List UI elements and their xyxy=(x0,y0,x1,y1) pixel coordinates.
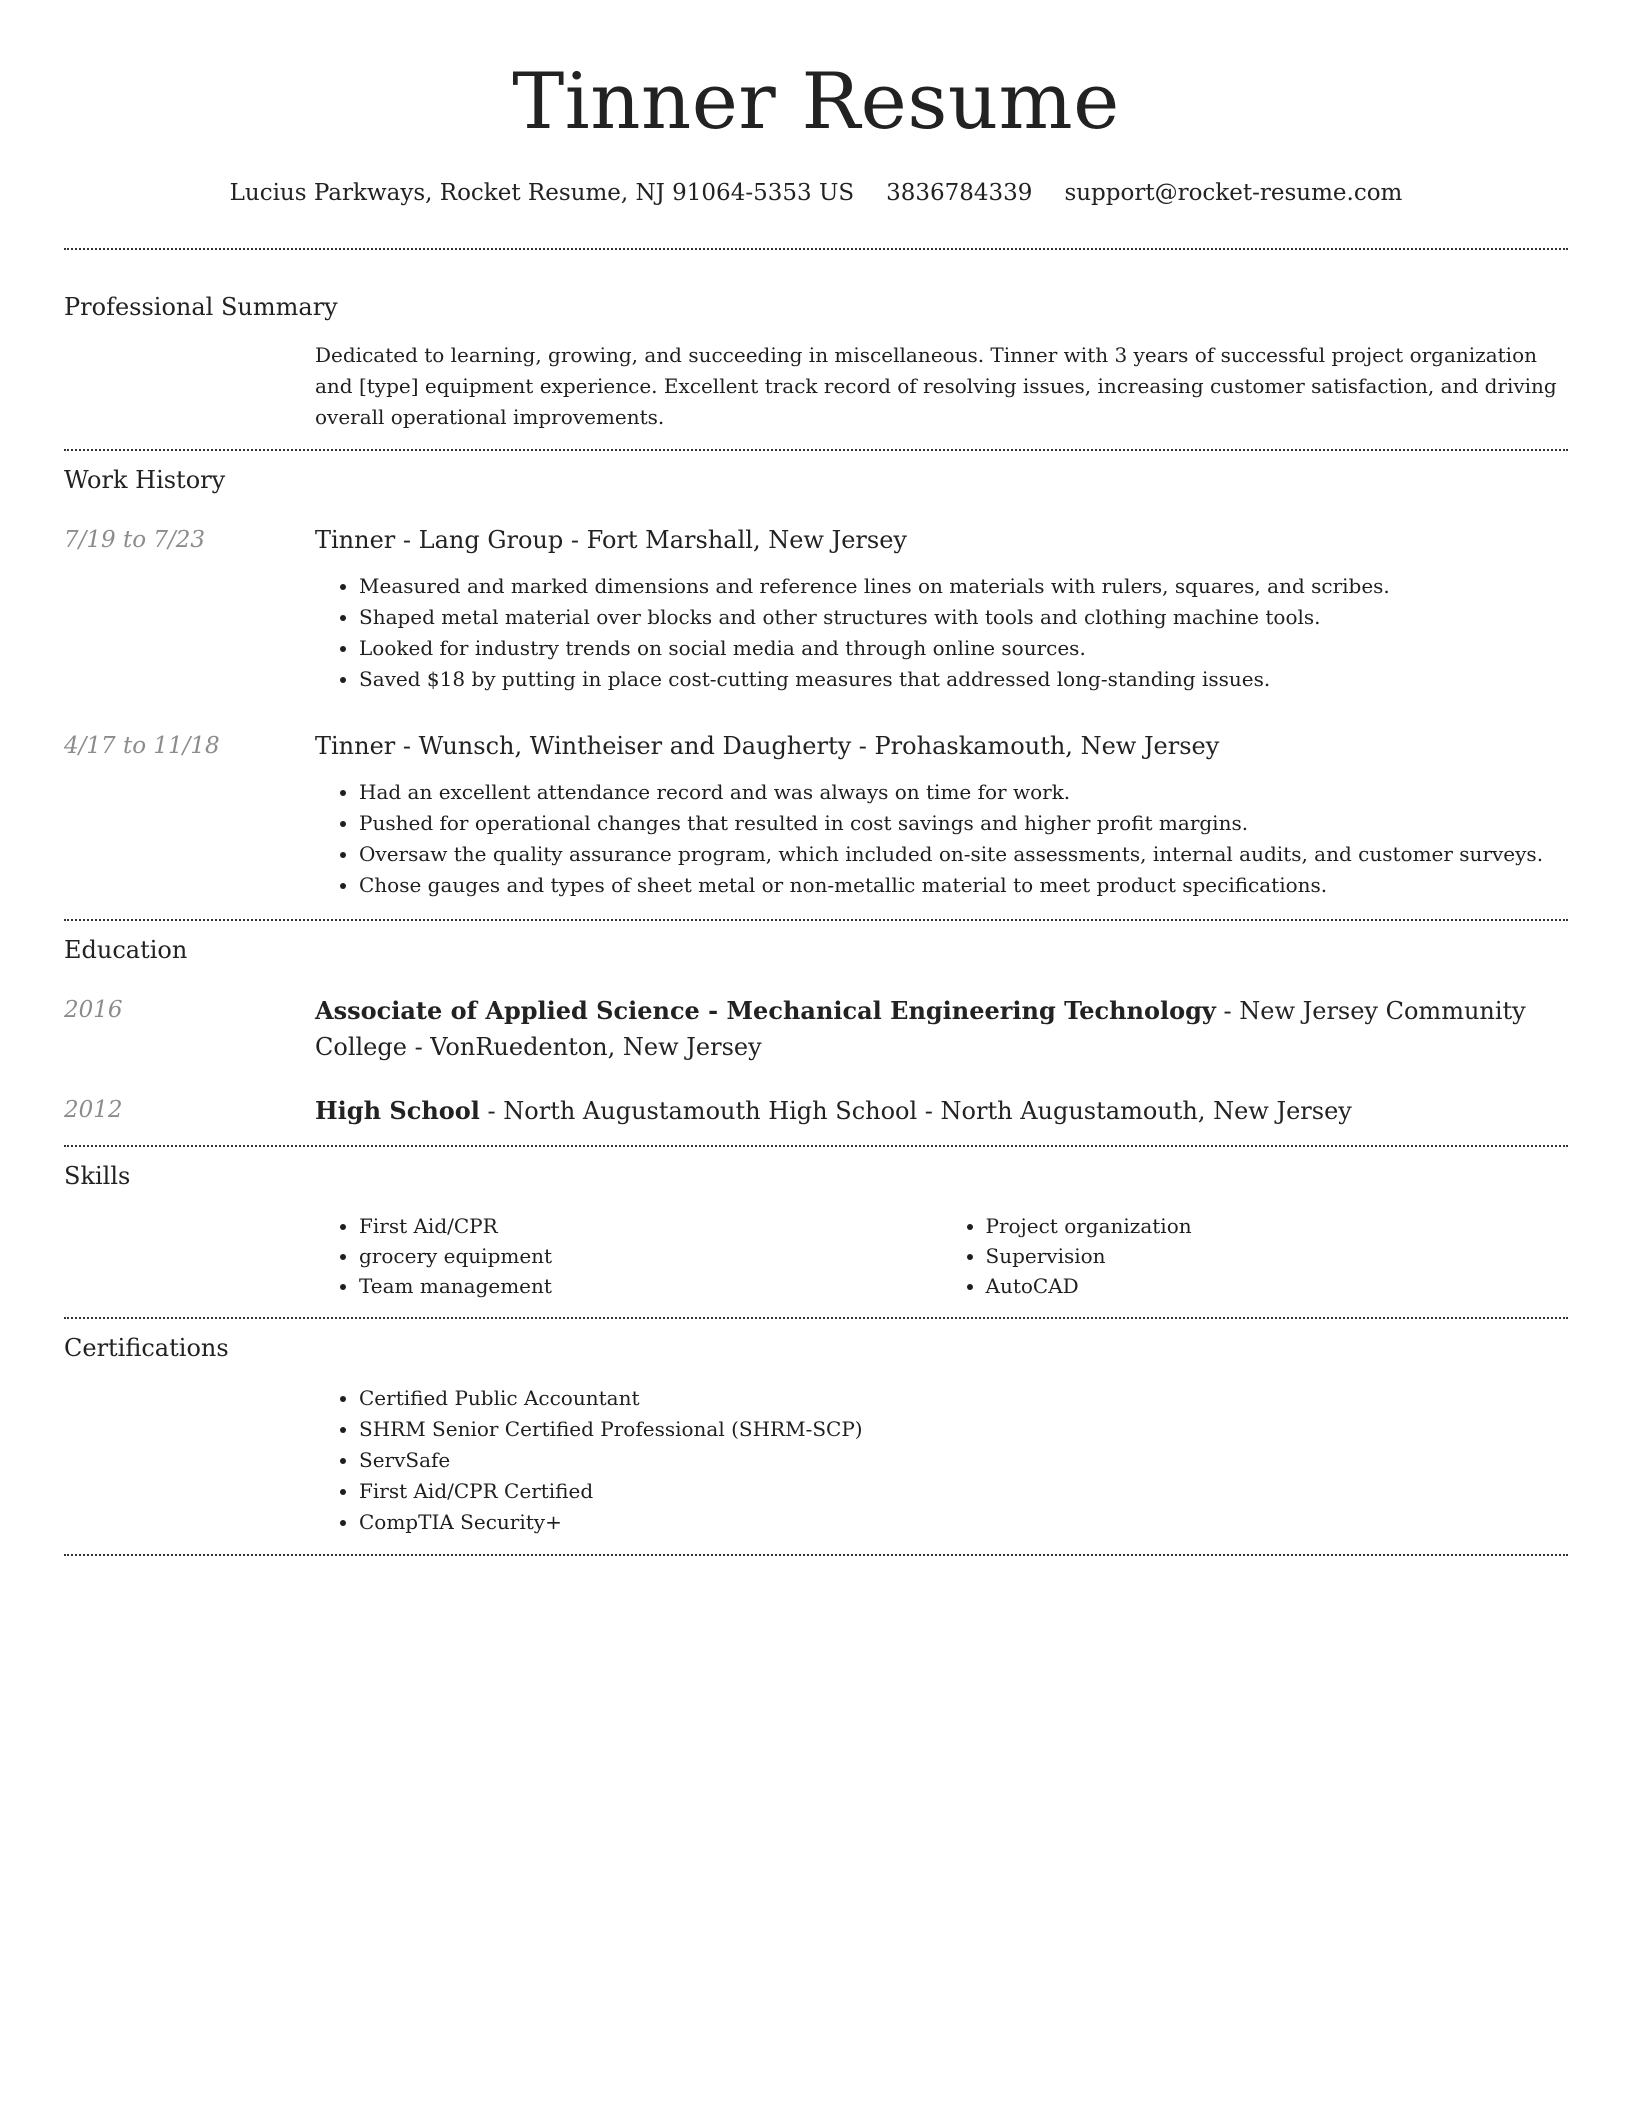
contact-email: support@rocket-resume.com xyxy=(1064,180,1403,206)
certification-item: • SHRM Senior Certified Professional (SHRM-SCP) xyxy=(359,1414,1568,1445)
job-heading: Tinner - Wunsch, Wintheiser and Daugherty - Prohaskamouth, New Jersey xyxy=(315,732,1220,760)
education-heading xyxy=(315,1093,1568,1129)
job-bullet: • Saved $18 by putting in place cost-cutting measures that addressed long-standing issues. xyxy=(359,664,1568,695)
contact-line xyxy=(64,178,1568,208)
certifications-section xyxy=(64,1333,1568,1554)
divider xyxy=(64,919,1568,921)
skill-item: • AutoCAD xyxy=(986,1271,1569,1301)
education-school: - North Augustamouth High School - North Augustamouth, New Jersey xyxy=(479,1097,1352,1125)
certification-item: • ServSafe xyxy=(359,1445,1568,1476)
skills-section xyxy=(64,1161,1568,1317)
job-bullet: • Measured and marked dimensions and reference lines on materials with rulers, squares, and scribes. xyxy=(359,571,1568,602)
education-school: - New Jersey Community College - VonRuedenton, New Jersey xyxy=(315,997,1526,1061)
job-heading: Tinner - Lang Group - Fort Marshall, New Jersey xyxy=(315,526,907,554)
education-section xyxy=(64,935,1568,1145)
education-degree: High School xyxy=(315,1096,480,1125)
skill-item: • Project organization xyxy=(986,1211,1569,1241)
job-body xyxy=(315,523,1568,695)
skills-grid xyxy=(315,1211,1568,1317)
skill-item: • First Aid/CPR xyxy=(359,1211,942,1241)
job-date: 7/19 to 7/23 xyxy=(64,527,206,553)
summary-text: Dedicated to learning, growing, and succeeding in miscellaneous. Tinner with 3 years of successful project organization and [type] equipment experience. Excellent track record of resolving issues, increasing customer satisfaction, and driving overall operational improvements. xyxy=(315,343,1557,429)
skills-list-right xyxy=(942,1211,1569,1301)
summary-section xyxy=(64,292,1568,449)
education-date: 2016 xyxy=(64,997,123,1023)
job-bullet: • Pushed for operational changes that resulted in cost savings and higher profit margins. xyxy=(359,808,1568,839)
work-history-title: Work History xyxy=(64,466,226,494)
job-bullet: • Shaped metal material over blocks and other structures with tools and clothing machine tools. xyxy=(359,602,1568,633)
skills-list-left xyxy=(315,1211,942,1301)
education-date: 2012 xyxy=(64,1097,123,1123)
certification-item: • First Aid/CPR Certified xyxy=(359,1476,1568,1507)
job-bullets xyxy=(315,777,1568,901)
divider xyxy=(64,1554,1568,1556)
certifications-list xyxy=(315,1383,1568,1554)
divider xyxy=(64,1145,1568,1147)
job-date: 4/17 to 11/18 xyxy=(64,733,220,759)
work-history-section xyxy=(64,465,1568,919)
job-bullets xyxy=(315,571,1568,695)
education-degree: Associate of Applied Science - Mechanical Engineering Technology xyxy=(315,996,1216,1025)
job-entry xyxy=(64,523,1568,695)
certification-item: • Certified Public Accountant xyxy=(359,1383,1568,1414)
education-title: Education xyxy=(64,936,188,964)
skills-title: Skills xyxy=(64,1162,131,1190)
divider xyxy=(64,248,1568,250)
job-bullet: • Had an excellent attendance record and was always on time for work. xyxy=(359,777,1568,808)
summary-title: Professional Summary xyxy=(64,293,338,321)
skill-item: • Team management xyxy=(359,1271,942,1301)
contact-address: Lucius Parkways, Rocket Resume, NJ 91064-5353 US xyxy=(229,180,855,206)
divider xyxy=(64,449,1568,451)
education-entry xyxy=(64,1093,1568,1145)
certifications-title: Certifications xyxy=(64,1334,229,1362)
education-heading xyxy=(315,993,1568,1065)
skill-item: • Supervision xyxy=(986,1241,1569,1271)
contact-phone: 3836784339 xyxy=(886,180,1033,206)
divider xyxy=(64,1317,1568,1319)
resume-title: Tinner Resume xyxy=(512,57,1120,147)
education-entry xyxy=(64,993,1568,1065)
job-bullet: • Oversaw the quality assurance program, which included on-site assessments, internal audits, and customer surveys. xyxy=(359,839,1568,870)
skill-item: • grocery equipment xyxy=(359,1241,942,1271)
job-entry xyxy=(64,729,1568,901)
job-bullet: • Chose gauges and types of sheet metal or non-metallic material to meet product specifications. xyxy=(359,870,1568,901)
certification-item: • CompTIA Security+ xyxy=(359,1507,1568,1538)
job-body xyxy=(315,729,1568,901)
job-bullet: • Looked for industry trends on social media and through online sources. xyxy=(359,633,1568,664)
